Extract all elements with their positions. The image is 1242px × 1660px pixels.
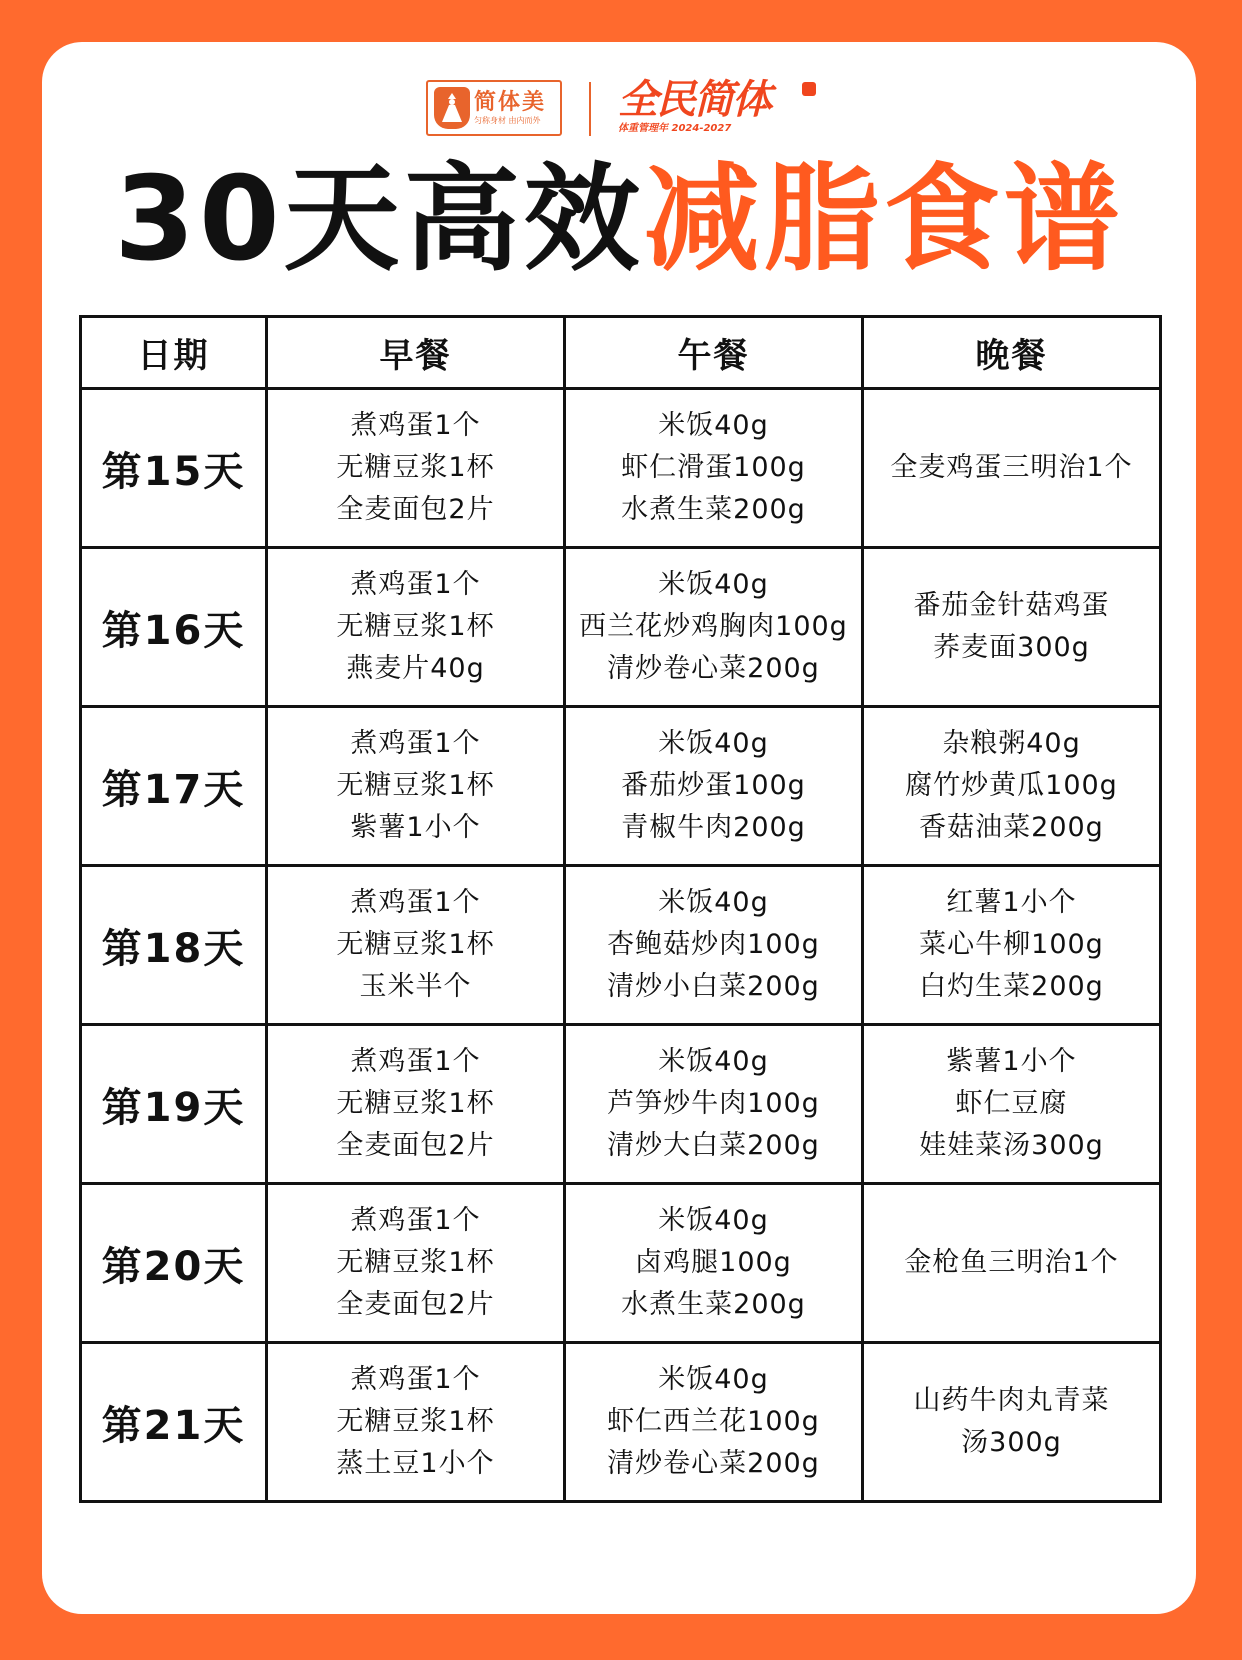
meal-item: 全麦面包2片 — [336, 494, 495, 525]
breakfast-cell — [266, 866, 564, 1025]
meal-item: 水煮生菜200g — [621, 494, 806, 525]
dinner-cell — [862, 707, 1160, 866]
meal-item: 虾仁豆腐 — [955, 1088, 1068, 1119]
meal-item: 山药牛肉丸青菜 — [913, 1385, 1110, 1416]
header-breakfast: 早餐 — [266, 317, 564, 389]
meal-item: 米饭40g — [658, 728, 769, 759]
meal-item: 煮鸡蛋1个 — [350, 569, 481, 600]
meal-item: 米饭40g — [658, 887, 769, 918]
table-row — [81, 866, 1161, 1025]
meal-item: 虾仁滑蛋100g — [621, 452, 806, 483]
lunch-cell — [564, 1025, 862, 1184]
meal-item: 娃娃菜汤300g — [919, 1130, 1104, 1161]
meal-item: 香菇油菜200g — [919, 812, 1104, 843]
meal-item: 煮鸡蛋1个 — [350, 1364, 481, 1395]
lunch-cell — [564, 548, 862, 707]
meal-item: 米饭40g — [658, 1205, 769, 1236]
title-part-2: 减脂食谱 — [643, 152, 1124, 287]
logo2-title: 全民简体 — [618, 77, 770, 123]
jiantimei-logo — [426, 80, 562, 136]
meal-item: 无糖豆浆1杯 — [336, 1088, 495, 1119]
meal-item: 青椒牛肉200g — [621, 812, 806, 843]
day-label: 第17天 — [81, 707, 267, 866]
meal-item: 水煮生菜200g — [621, 1289, 806, 1320]
meal-item: 白灼生菜200g — [919, 971, 1104, 1002]
title-part-1: 30天高效 — [114, 152, 644, 287]
day-label: 第18天 — [81, 866, 267, 1025]
meal-item: 芦笋炒牛肉100g — [607, 1088, 820, 1119]
meal-item: 杏鲍菇炒肉100g — [607, 929, 820, 960]
logo2-subtitle: 体重管理年 2024-2027 — [618, 123, 732, 134]
meal-item: 紫薯1小个 — [946, 1046, 1077, 1077]
day-label: 第16天 — [81, 548, 267, 707]
logo2-badge-icon — [802, 82, 816, 96]
table-row — [81, 1343, 1161, 1502]
breakfast-cell — [266, 1343, 564, 1502]
meal-item: 西兰花炒鸡胸肉100g — [579, 611, 848, 642]
meal-item: 无糖豆浆1杯 — [336, 770, 495, 801]
meal-item: 煮鸡蛋1个 — [350, 1205, 481, 1236]
lunch-cell — [564, 1184, 862, 1343]
logo-slogan: 匀称身材 由内而外 — [474, 116, 541, 125]
breakfast-cell — [266, 389, 564, 548]
meal-item: 燕麦片40g — [346, 653, 485, 684]
meal-item: 金枪鱼三明治1个 — [904, 1247, 1119, 1278]
meal-item: 煮鸡蛋1个 — [350, 887, 481, 918]
breakfast-cell — [266, 1025, 564, 1184]
header-lunch: 午餐 — [564, 317, 862, 389]
meal-item: 煮鸡蛋1个 — [350, 410, 481, 441]
meal-item: 米饭40g — [658, 569, 769, 600]
lunch-cell — [564, 707, 862, 866]
meal-item: 无糖豆浆1杯 — [336, 452, 495, 483]
breakfast-cell — [266, 548, 564, 707]
meal-item: 菜心牛柳100g — [919, 929, 1104, 960]
table-row — [81, 1184, 1161, 1343]
meal-item: 米饭40g — [658, 1364, 769, 1395]
meal-item: 无糖豆浆1杯 — [336, 929, 495, 960]
day-label: 第19天 — [81, 1025, 267, 1184]
dinner-cell — [862, 1025, 1160, 1184]
table-row — [81, 548, 1161, 707]
meal-item: 番茄金针菇鸡蛋 — [913, 590, 1110, 621]
meal-item: 无糖豆浆1杯 — [336, 611, 495, 642]
meal-item: 紫薯1小个 — [350, 812, 481, 843]
quanmin-jianti-logo — [618, 78, 818, 140]
page-title — [42, 150, 1196, 290]
logo-divider — [589, 82, 591, 136]
meal-item: 清炒卷心菜200g — [607, 1448, 820, 1479]
meal-item: 红薯1小个 — [946, 887, 1077, 918]
day-label: 第15天 — [81, 389, 267, 548]
meal-item: 无糖豆浆1杯 — [336, 1406, 495, 1437]
dinner-cell — [862, 1343, 1160, 1502]
meal-item: 杂粮粥40g — [942, 728, 1081, 759]
meal-plan-table — [79, 315, 1162, 1503]
day-label: 第21天 — [81, 1343, 267, 1502]
header-date: 日期 — [81, 317, 267, 389]
table-row — [81, 389, 1161, 548]
breakfast-cell — [266, 1184, 564, 1343]
dress-icon — [434, 87, 470, 129]
header-dinner: 晚餐 — [862, 317, 1160, 389]
meal-item: 无糖豆浆1杯 — [336, 1247, 495, 1278]
dinner-cell — [862, 548, 1160, 707]
logo-brand-name: 简体美 — [474, 89, 547, 115]
dinner-cell — [862, 389, 1160, 548]
meal-item: 煮鸡蛋1个 — [350, 728, 481, 759]
content-card — [42, 42, 1196, 1614]
table-row — [81, 1025, 1161, 1184]
meal-item: 虾仁西兰花100g — [607, 1406, 820, 1437]
meal-item: 蒸土豆1小个 — [336, 1448, 495, 1479]
table-header-row — [81, 317, 1161, 389]
lunch-cell — [564, 389, 862, 548]
brand-header — [42, 77, 1196, 146]
dinner-cell — [862, 866, 1160, 1025]
meal-item: 清炒小白菜200g — [607, 971, 820, 1002]
meal-item: 清炒卷心菜200g — [607, 653, 820, 684]
meal-item: 荞麦面300g — [933, 632, 1090, 663]
meal-item: 清炒大白菜200g — [607, 1130, 820, 1161]
meal-item: 卤鸡腿100g — [635, 1247, 792, 1278]
table-row — [81, 707, 1161, 866]
dinner-cell — [862, 1184, 1160, 1343]
meal-item: 煮鸡蛋1个 — [350, 1046, 481, 1077]
meal-item: 米饭40g — [658, 1046, 769, 1077]
meal-item: 玉米半个 — [359, 971, 472, 1002]
lunch-cell — [564, 1343, 862, 1502]
lunch-cell — [564, 866, 862, 1025]
day-label: 第20天 — [81, 1184, 267, 1343]
meal-item: 全麦鸡蛋三明治1个 — [890, 452, 1133, 483]
meal-item: 汤300g — [961, 1427, 1062, 1458]
breakfast-cell — [266, 707, 564, 866]
meal-item: 全麦面包2片 — [336, 1130, 495, 1161]
meal-item: 米饭40g — [658, 410, 769, 441]
meal-item: 番茄炒蛋100g — [621, 770, 806, 801]
meal-item: 全麦面包2片 — [336, 1289, 495, 1320]
meal-item: 腐竹炒黄瓜100g — [905, 770, 1118, 801]
